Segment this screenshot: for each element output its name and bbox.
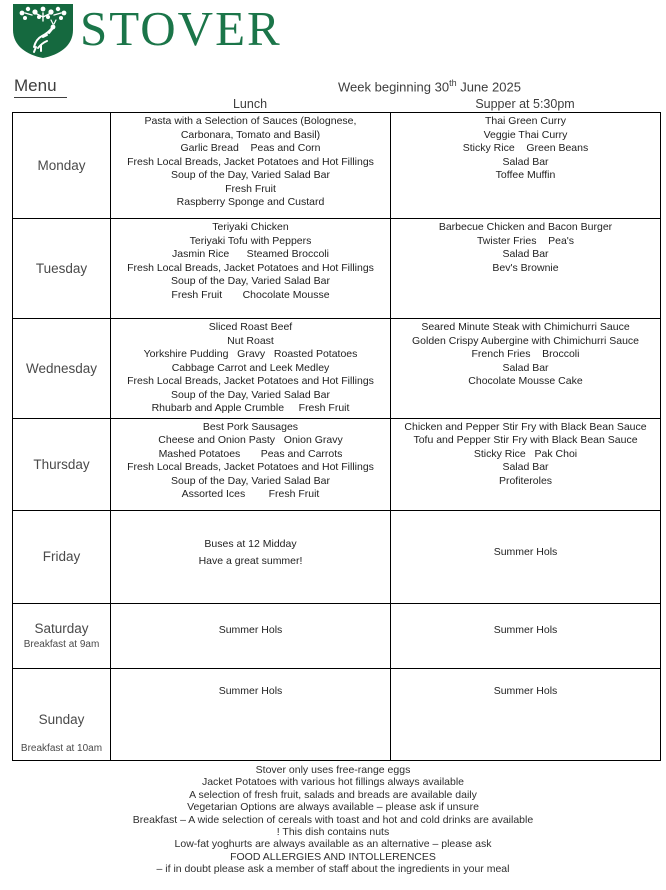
menu-item-line: French Fries Broccoli [471, 348, 580, 360]
menu-item-line: Garlic Bread Peas and Corn [180, 142, 321, 154]
menu-item-line: Teriyaki Tofu with Peppers [189, 234, 312, 247]
menu-item-line: Fresh Local Breads, Jacket Potatoes and Hot Fillings [127, 461, 374, 473]
menu-item-line: Salad Bar [502, 461, 549, 473]
menu-item-line: Barbecue Chicken and Bacon Burger [438, 221, 613, 233]
menu-item-line: Have a great summer! [198, 554, 303, 567]
week-heading-prefix: Week beginning 30 [338, 79, 450, 95]
menu-item-line: Bev's Brownie [492, 261, 559, 274]
supper-cell [391, 418, 661, 510]
menu-item-line: Golden Crispy Aubergine with Chimichurri Sauce [411, 334, 640, 347]
menu-item-line: Best Pork Sausages [202, 420, 299, 433]
menu-item-line: Fresh Fruit Chocolate Mousse [171, 288, 330, 301]
table-row [13, 418, 661, 510]
column-header-supper: Supper at 5:30pm [475, 97, 575, 111]
menu-item-line: Soup of the Day, Varied Salad Bar [171, 169, 330, 181]
table-row [13, 113, 661, 219]
school-name: STOVER [80, 1, 282, 56]
day-cell [13, 668, 111, 760]
footer-note-line: Stover only uses free-range eggs [255, 764, 411, 776]
day-subtitle: Breakfast at 10am [20, 742, 103, 754]
lunch-cell [111, 603, 391, 668]
page-title: Menu [14, 76, 67, 98]
footer-note-line: Low-fat yoghurts are always available as an alternative – please ask [174, 838, 492, 851]
table-row [13, 510, 661, 603]
menu-item-line: Soup of the Day, Varied Salad Bar [171, 474, 330, 487]
footer-notes [0, 764, 666, 876]
day-label: Sunday [38, 711, 85, 727]
menu-item-line: Jasmin Rice Steamed Broccoli [172, 248, 329, 260]
footer-note-line: A selection of fresh fruit, salads and breads are available daily [189, 788, 477, 801]
menu-item-line: Soup of the Day, Varied Salad Bar [171, 388, 330, 401]
menu-item-line: Fresh Local Breads, Jacket Potatoes and Hot Fillings [127, 375, 374, 387]
lunch-cell [111, 418, 391, 510]
lunch-cell [111, 113, 391, 219]
menu-item-line: Assorted Ices Fresh Fruit [181, 488, 320, 500]
menu-item-line: Summer Hols [493, 684, 558, 697]
menu-item-line: Cabbage Carrot and Leek Medley [171, 361, 330, 374]
day-label: Saturday [34, 621, 89, 636]
day-cell [13, 113, 111, 219]
day-label: Friday [42, 549, 81, 564]
menu-item-line: Cheese and Onion Pasty Onion Gravy [158, 434, 343, 446]
supper-cell [391, 603, 661, 668]
menu-item-line: Tofu and Pepper Stir Fry with Black Bean Sauce [413, 434, 638, 446]
weekly-menu-table [12, 112, 661, 761]
menu-item-line: Sticky Rice Pak Choi [473, 447, 578, 460]
day-cell [13, 603, 111, 668]
menu-item-line: Summer Hols [493, 546, 558, 558]
menu-item-line: Yorkshire Pudding Gravy Roasted Potatoes [143, 348, 358, 360]
menu-item-line: Summer Hols [493, 623, 558, 636]
menu-item-line: Summer Hols [218, 684, 283, 697]
lunch-cell [111, 219, 391, 319]
week-heading-suffix: June 2025 [456, 79, 521, 95]
footer-note-line: Jacket Potatoes with various hot fillings always available [201, 776, 465, 789]
menu-item-line: Fresh Local Breads, Jacket Potatoes and Hot Fillings [127, 261, 374, 274]
column-header-lunch: Lunch [232, 97, 268, 111]
menu-item-line: Toffee Muffin [495, 169, 556, 181]
footer-note-line: – if in doubt please ask a member of staff about the ingredients in your meal [156, 863, 510, 876]
menu-item-line: Nut Roast [227, 334, 274, 347]
footer-note-line: Vegetarian Options are always available – please ask if unsure [187, 801, 479, 814]
menu-item-line: Sliced Roast Beef [208, 321, 293, 333]
menu-item-line: Twister Fries Pea's [476, 234, 575, 247]
menu-item-line: Teriyaki Chicken [212, 221, 289, 233]
day-label: Thursday [33, 456, 90, 472]
menu-item-line: Raspberry Sponge and Custard [176, 196, 325, 208]
day-subtitle: Breakfast at 9am [23, 639, 100, 650]
menu-item-line: Pasta with a Selection of Sauces (Bolognese, Carbonara, Tomato and Basil) [144, 115, 360, 141]
menu-item-line: Chicken and Pepper Stir Fry with Black Bean Sauce [404, 420, 647, 433]
week-heading [338, 78, 521, 94]
menu-item-line: Soup of the Day, Varied Salad Bar [171, 275, 330, 287]
menu-item-line: Salad Bar [502, 248, 549, 260]
menu-item-line: Salad Bar [502, 155, 549, 168]
footer-note-line: FOOD ALLERGIES AND INTOLLERENCES [230, 850, 436, 863]
menu-item-line: Veggie Thai Curry [483, 128, 568, 141]
menu-item-line: Mashed Potatoes Peas and Carrots [158, 447, 343, 460]
lunch-cell [111, 668, 391, 760]
supper-cell [391, 113, 661, 219]
day-label: Wednesday [25, 360, 98, 376]
menu-item-line: Thai Green Curry [484, 115, 567, 127]
menu-item-line: Sticky Rice Green Beans [462, 142, 589, 154]
lunch-cell [111, 510, 391, 603]
table-row [13, 319, 661, 419]
day-label: Tuesday [35, 261, 88, 276]
menu-item-line: Salad Bar [502, 361, 549, 374]
menu-item-line: Fresh Local Breads, Jacket Potatoes and Hot Fillings [127, 155, 374, 168]
day-label: Monday [37, 158, 86, 173]
table-row [13, 219, 661, 319]
menu-item-line: Chocolate Mousse Cake [468, 375, 583, 387]
stover-crest-icon [12, 3, 74, 59]
week-heading-ordinal: th [449, 78, 457, 88]
day-cell [13, 219, 111, 319]
supper-cell [391, 510, 661, 603]
menu-item-line: Rhubarb and Apple Crumble Fresh Fruit [151, 402, 350, 414]
menu-item-line: Summer Hols [218, 623, 283, 636]
supper-cell [391, 668, 661, 760]
day-cell [13, 319, 111, 419]
table-row [13, 668, 661, 760]
menu-item-line: Buses at 12 Midday [204, 537, 297, 550]
table-row [13, 603, 661, 668]
day-cell [13, 510, 111, 603]
menu-table-body [13, 113, 661, 761]
menu-item-line: Profiteroles [498, 474, 553, 487]
supper-cell [391, 319, 661, 419]
day-cell [13, 418, 111, 510]
supper-cell [391, 219, 661, 319]
menu-item-line: Seared Minute Steak with Chimichurri Sauce [421, 321, 630, 333]
lunch-cell [111, 319, 391, 419]
footer-note-line: ! This dish contains nuts [276, 826, 390, 839]
menu-item-line: Fresh Fruit [225, 182, 276, 195]
footer-note-line: Breakfast – A wide selection of cereals with toast and hot and cold drinks are available [132, 813, 534, 826]
